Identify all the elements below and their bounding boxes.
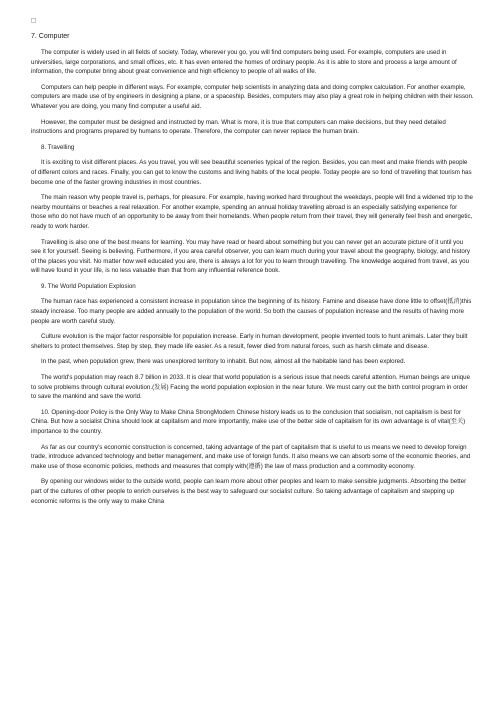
paragraph: The main reason why people travel is, perhaps, for pleasure. For example, having worked hard throughout the weekdays, people will find a widened trip to the nearby mountains or beaches a real relaxation. For another example, spending an annual holiday travelling abroad is an especially satisfying experience for those who do not have much of an opportunity to be away from their homelands. When people return from their travel, they will generally feel fresh and energetic, ready to work harder. — [31, 194, 473, 230]
section-heading-computer: 7. Computer — [31, 33, 70, 40]
paragraph: As far as our country's economic construction is concerned, taking advantage of the part of capitalism that is useful to us means we need to develop foreign trade, introduce advanced technology and better management, and make use of foreign funds. It also means we can absorb some of the economic theories, and make use of those economic policies, methods and measures that comply with(遵循) the law of mass production and a commodity economy. — [31, 443, 471, 470]
paragraph: In the past, when population grew, there was unexplored territory to inhabit. But now, almost all the habitable land has been explored. — [41, 358, 406, 366]
paragraph: Culture evolution is the major factor responsible for population increase. Early in human development, people invented tools to hunt animals. Later they built shelters to protect themselves. Step by step, they made life easier. As a result, fewer died from natural forces, such as harsh climate and disease. — [31, 333, 468, 350]
paragraph: Computers can help people in different ways. For example, computer help scientists in analyzing data and doing complex calculation. For another example, computers are made use of by engineers in designing a plane, or a spaceship. Besides, computers may also play a great role in helping children with their lesson. Whatever you are doing, you many find computer a useful aid. — [31, 83, 474, 110]
paragraph: 10. Opening-door Policy is the Only Way to Make China StrongModern Chinese history leads us to the conclusion that socialism, not capitalism is best for China. But how a socialist China should look at capitalism and more importantly, make use of the better side of capitalism for its own advantage is of vital(至关) importance to the country. — [31, 408, 466, 435]
paragraph: By opening our windows wider to the outside world, people can learn more about other peoples and learn to make sensible judgments. Absorbing the better part of the cultures of other people to enrich ourselves is the best way to safeguard our socialist culture. So taking advantage of capitalism and stepping up economic reforms is the only way to make China — [31, 478, 467, 505]
section-heading-population: 9. The World Population Explosion — [41, 282, 136, 290]
paragraph: The world's population may reach 8.7 billion in 2033. It is clear that world population is a serious issue that needs careful attention. Human beings are unique to solve problems through cultural evolution.(发展) Facing the world population explosion in the near future. We must carry out the birth control program in order to save the mankind and save the world. — [31, 374, 471, 401]
paragraph: Travelling is also one of the best means for learning. You may have read or heard about something but you can never get an accurate picture of it until you see it for yourself. Seeing is believing. Furthermore, if you area careful observer, you can learn much during your travel about the geography, biology, and history of the places you visit. No matter how well educated you are, there is always a lot for you to learn through travelling. The knowledge acquired from travel, as you will have found in your life, is no less valuable than that from any influential reference book. — [31, 238, 470, 275]
paragraph: The human race has experienced a consistent increase in population since the beginning of its history. Famine and disease have done little to offset(抵消)this steady increase. Too many people are added annually to the population of the world. So both the causes of population increase and the results of having more people are worth careful study. — [31, 298, 472, 325]
page-marker-icon — [31, 18, 36, 23]
paragraph: However, the computer must be designed and instructed by man. What is more, it is true that computers can make decisions, but they need detailed instructions and programs prepared by humans to operate. Therefore, the computer can never replace the human brain. — [31, 118, 446, 136]
paragraph: It is exciting to visit different places. As you travel, you will see beautiful sceneries typical of the region. Besides, you can meet and make friends with people of different colors and races. Finally, you can get to know the customs and living habits of the local people. Today people are so fond of travelling that tourism has become one of the faster growing industries in most countries. — [31, 159, 472, 186]
section-heading-travelling: 8. Travelling — [41, 143, 75, 151]
paragraph: The computer is widely used in all fields of society. Today, wherever you go, you will find computers being used. For example, computers are used in universities, large corporations, and small offices, etc. It has even entered the homes of ordinary people. As it is able to store and process a large amount of information, the computer bring about great convenience and high efficiency to people of all walks of life. — [31, 49, 457, 76]
